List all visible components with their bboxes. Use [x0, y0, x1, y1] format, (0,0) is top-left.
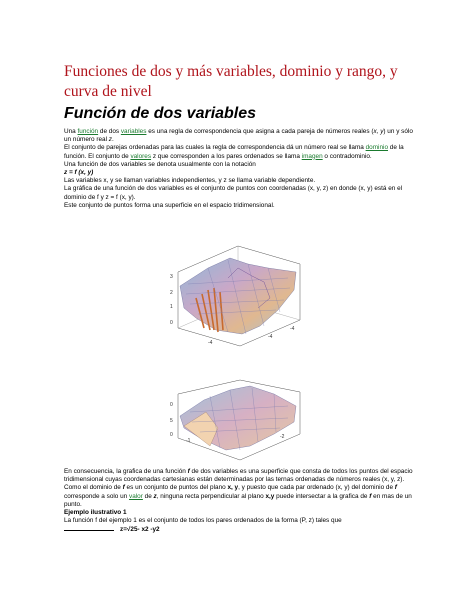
text-run: corresponde a solo un: [64, 492, 130, 500]
text-run: El conjunto de parejas ordenadas para las cuales la regla de correspondencia dá un número real se llama: [64, 144, 366, 152]
link-imagen[interactable]: imagen: [301, 152, 323, 160]
text-run: ) un y sólo un número real: [64, 128, 413, 144]
text-run: es un conjunto de puntos del plano: [124, 484, 228, 492]
surface-mesh: [180, 258, 296, 334]
example-text: La función f del ejemplo 1 es el conjunto de todos los pares ordenados de la forma (P, z) tales que: [64, 517, 342, 525]
paragraph-consequence: [64, 468, 414, 509]
svg-text:2: 2: [170, 290, 173, 296]
link-funcion[interactable]: función: [77, 128, 99, 135]
example-formula-line: [64, 525, 414, 534]
example-heading: Ejemplo ilustrativo 1: [64, 509, 127, 517]
svg-text:-4: -4: [268, 334, 273, 340]
text-run: Una: [64, 128, 78, 135]
paragraph-graph: La gráfica de una función de dos variables es el conjunto de puntos con coordenadas (x, y, z) en donde (x, y) está en el dominio de f y z = f (x, y).: [64, 185, 403, 201]
link-valor[interactable]: valor: [129, 492, 143, 500]
paragraph-domain: [64, 144, 414, 160]
intro-text: [64, 128, 414, 210]
svg-text:3: 3: [170, 274, 173, 280]
text-run: x, y: [227, 484, 239, 492]
text-run: f: [122, 484, 125, 492]
text-run: f: [394, 484, 397, 492]
text-run: o contradominio.: [322, 152, 372, 160]
notation-formula: z = f (x, y): [64, 169, 94, 177]
text-run: , ninguna recta perpendicular al plano: [156, 492, 266, 500]
svg-text:-2: -2: [280, 434, 285, 440]
paragraph-surface: Este conjunto de puntos forma una superficie en el espacio tridimensional.: [64, 201, 275, 209]
text-run: es una regla de correspondencia que asigna a cada pareja de números reales (: [146, 128, 374, 135]
surface-plot-2: [170, 376, 305, 462]
svg-text:-1: -1: [186, 438, 191, 444]
conclusion-text: [64, 468, 414, 535]
text-run: en mas de un punto.: [64, 492, 412, 508]
surface-plot-1: [168, 238, 308, 350]
text-run: x,y: [265, 492, 275, 500]
text-run: de dos: [98, 128, 121, 135]
paragraph-definition: [64, 128, 414, 144]
document-title: Funciones de dos y más variables, dominio y rango, y curva de nivel: [64, 63, 398, 100]
svg-text:0: 0: [170, 402, 173, 408]
svg-text:-4: -4: [290, 326, 295, 332]
example-formula: z=√25- x2 -y2: [120, 526, 160, 534]
section-heading: Función de dos variables: [64, 105, 257, 122]
text-run: z: [153, 492, 157, 500]
text-run: , y puesto que cada par ordenado (x, y) del dominio de: [238, 484, 395, 492]
text-run: de la función. El conjunto de: [64, 144, 404, 160]
text-run: z: [108, 136, 112, 144]
link-dominio[interactable]: dominio: [365, 144, 389, 152]
text-run: f: [369, 492, 372, 500]
text-run: de dos variables es una superficie que consta de todos los puntos del espacio tridimensional cuyas coordenadas cartesianas están determinadas por las ternas ordenadas de números reales (x, y, z). Como el dominio de: [64, 468, 413, 492]
svg-text:-4: -4: [208, 340, 213, 346]
svg-text:1: 1: [170, 304, 173, 310]
svg-text:0: 0: [170, 320, 173, 326]
paragraph-notation: Una función de dos variables se denota usualmente con la notación: [64, 160, 256, 168]
svg-text:5: 5: [170, 418, 173, 424]
text-run: z que corresponden a los pares ordenados se llama: [151, 152, 302, 160]
text-run: En consecuencia, la grafica de una función: [64, 468, 188, 475]
text-run: puede intersectar a la grafica de: [274, 492, 370, 500]
link-variables[interactable]: variables: [120, 128, 147, 135]
text-run: de: [142, 492, 154, 500]
paragraph-variables: Las variables x, y se llaman variables independientes, y z se llama variable dependiente.: [64, 177, 316, 185]
text-run: f: [187, 468, 190, 475]
svg-text:0: 0: [170, 432, 173, 438]
link-valores[interactable]: valores: [130, 152, 152, 160]
blank-line: [64, 525, 114, 531]
text-run: x, y: [373, 128, 384, 135]
text-run: .: [111, 136, 114, 144]
